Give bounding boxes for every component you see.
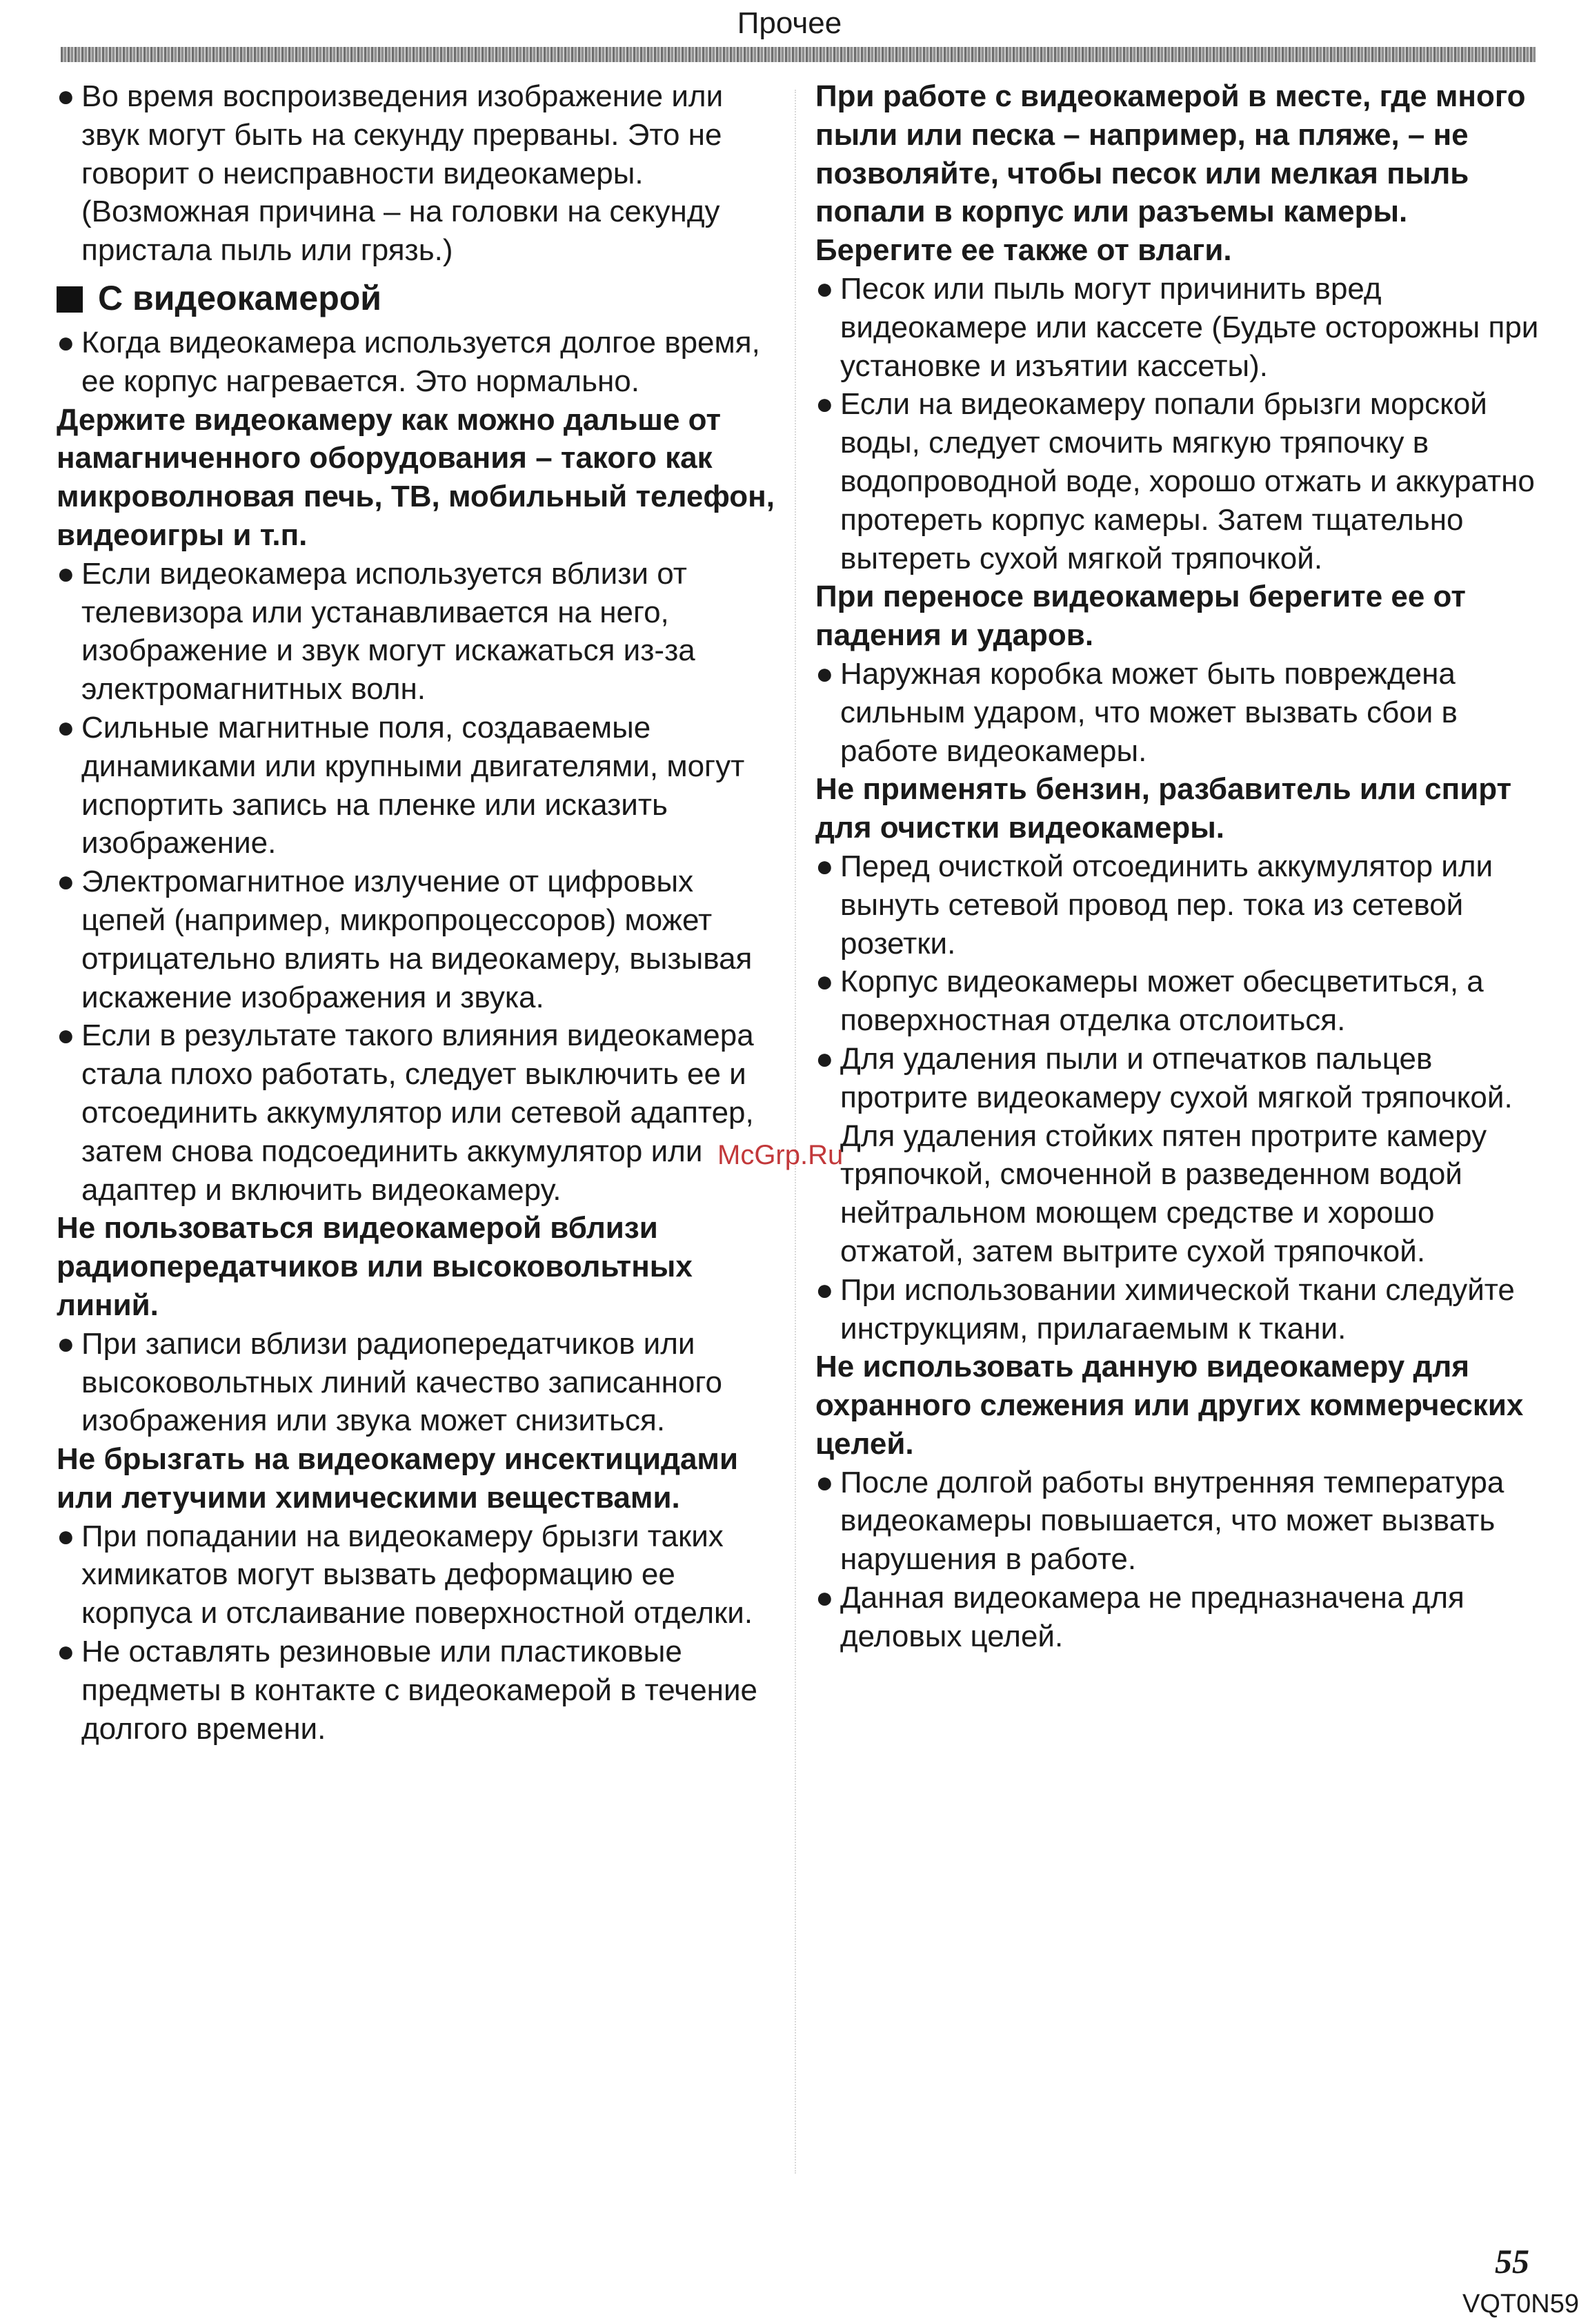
section-heading-text: С видеокамерой bbox=[98, 278, 382, 317]
bullet-icon: ● bbox=[815, 965, 834, 999]
bullet-item bbox=[815, 270, 1545, 385]
bullet-text: Для удаления пыли и отпечатков пальцев протрите видеокамеру сухой мягкой тряпочкой. Для удаления стойких пятен протрите камеру тряпочкой, смоченной в разведенном водой нейтральном моющем средстве и хорошо отжатой, затем вытрите сухой тряпочкой. bbox=[840, 1041, 1513, 1268]
bullet-item bbox=[815, 1271, 1545, 1348]
right-column bbox=[815, 77, 1545, 1656]
bullet-item bbox=[57, 709, 781, 863]
bullet-text: При попадании на видеокамеру брызги таких химикатов могут вызвать деформацию ее корпуса и отслаивание поверхностной отделки. bbox=[81, 1519, 753, 1631]
bullet-text: Если видеокамера используется вблизи от телевизора или устанавливается на него, изображение и звук могут искажаться из-за электромагнитных волн. bbox=[81, 556, 695, 707]
bullet-text: Данная видеокамера не предназначена для деловых целей. bbox=[840, 1581, 1464, 1653]
bullet-text: Наружная коробка может быть повреждена сильным ударом, что может вызвать сбои в работе видеокамеры. bbox=[840, 656, 1458, 768]
bullet-text: Если в результате такого влияния видеокамера стала плохо работать, следует выключить ее и отсоединить аккумулятор или сетевой адаптер, затем снова подсоединить аккумулятор или адаптер и включить видеокамеру. bbox=[81, 1018, 754, 1207]
bullet-item bbox=[57, 1325, 781, 1440]
bullet-text: Песок или пыль могут причинить вред видеокамере или кассете (Будьте осторожны при установке и изъятии кассеты). bbox=[840, 271, 1539, 383]
column-divider bbox=[795, 90, 796, 2174]
bullet-text: Корпус видеокамеры может обесцветиться, а поверхностная отделка отслоиться. bbox=[840, 965, 1484, 1038]
bullet-item bbox=[815, 385, 1545, 578]
left-column bbox=[57, 77, 781, 1748]
bullet-icon: ● bbox=[815, 1465, 834, 1499]
bullet-icon: ● bbox=[57, 1519, 75, 1553]
bullet-icon: ● bbox=[57, 865, 75, 899]
bullet-item bbox=[815, 1579, 1545, 1656]
page-header-title: Прочее bbox=[737, 6, 842, 40]
bullet-item bbox=[57, 324, 781, 401]
bullet-icon: ● bbox=[57, 556, 75, 591]
bullet-icon: ● bbox=[57, 1635, 75, 1669]
watermark: McGrp.Ru bbox=[717, 1140, 844, 1170]
bullet-item bbox=[57, 1633, 781, 1748]
bullet-icon: ● bbox=[815, 656, 834, 691]
bullet-icon: ● bbox=[815, 849, 834, 883]
bullet-icon: ● bbox=[815, 271, 834, 306]
bold-heading: Не применять бензин, разбавитель или спирт для очистки видеокамеры. bbox=[815, 772, 1512, 845]
bullet-text: Если на видеокамеру попали брызги морской воды, следует смочить мягкую тряпочку в водопроводной воде, хорошо отжать и аккуратно протереть корпус камеры. Затем тщательно вытереть сухой мягкой тряпочкой. bbox=[840, 387, 1535, 575]
bullet-text: При записи вблизи радиопередатчиков или высоковольтных линий качество записанного изображения или звука может снизиться. bbox=[81, 1326, 722, 1438]
bullet-text: При использовании химической ткани следуйте инструкциям, прилагаемым к ткани. bbox=[840, 1272, 1515, 1346]
bullet-icon: ● bbox=[57, 710, 75, 745]
document-code: VQT0N59 bbox=[1462, 2289, 1579, 2318]
bullet-item bbox=[57, 1517, 781, 1633]
bullet-text: Не оставлять резиновые или пластиковые предметы в контакте с видеокамерой в течение долгого времени. bbox=[81, 1635, 758, 1746]
bullet-text: Во время воспроизведения изображение или звук могут быть на секунду прерваны. Это не говорит о неисправности видеокамеры. (Возможная причина – на головки на секунду пристала пыль или грязь.) bbox=[81, 79, 724, 268]
bullet-icon: ● bbox=[815, 387, 834, 422]
bullet-text: Электромагнитное излучение от цифровых цепей (например, микропроцессоров) может отрицательно влиять на видеокамеру, вызывая искажение изображения и звука. bbox=[81, 865, 753, 1014]
bullet-item bbox=[57, 77, 781, 270]
bold-heading: При переносе видеокамеры берегите ее от падения и ударов. bbox=[815, 580, 1466, 653]
bold-heading: Не брызгать на видеокамеру инсектицидами или летучими химическими веществами. bbox=[57, 1442, 739, 1515]
bold-heading: Не использовать данную видеокамеру для охранного слежения или других коммерческих целей. bbox=[815, 1350, 1524, 1461]
square-icon bbox=[57, 286, 83, 313]
bullet-item bbox=[815, 1464, 1545, 1579]
bullet-item bbox=[815, 1040, 1545, 1271]
bold-heading: При работе с видеокамерой в месте, где много пыли или песка – например, на пляже, – не позволяйте, чтобы песок или мелкая пыль попали в корпус или разъемы камеры. Берегите ее также от влаги. bbox=[815, 79, 1526, 268]
bullet-icon: ● bbox=[815, 1581, 834, 1615]
bullet-text: Сильные магнитные поля, создаваемые динамиками или крупными двигателями, могут испортить запись на пленке или исказить изображение. bbox=[81, 710, 745, 860]
bullet-icon: ● bbox=[815, 1272, 834, 1307]
bold-heading: Держите видеокамеру как можно дальше от намагниченного оборудования – такого как микроволновая печь, ТВ, мобильный телефон, видеоигры и т.п. bbox=[57, 402, 775, 552]
bullet-text: Когда видеокамера используется долгое время, ее корпус нагревается. Это нормально. bbox=[81, 325, 760, 398]
bullet-icon: ● bbox=[57, 1326, 75, 1361]
bullet-text: После долгой работы внутренняя температура видеокамеры повышается, что может вызвать нарушения в работе. bbox=[840, 1465, 1504, 1577]
bullet-item bbox=[57, 1016, 781, 1209]
section-heading bbox=[57, 274, 781, 322]
bullet-text: Перед очисткой отсоединить аккумулятор или вынуть сетевой провод пер. тока из сетевой розетки. bbox=[840, 849, 1493, 961]
bullet-icon: ● bbox=[57, 1018, 75, 1053]
bullet-icon: ● bbox=[57, 79, 75, 113]
page-number: 55 bbox=[1495, 2242, 1529, 2281]
bullet-item bbox=[815, 655, 1545, 770]
bullet-icon: ● bbox=[57, 325, 75, 360]
bullet-icon: ● bbox=[815, 1041, 834, 1076]
bold-heading: Не пользоваться видеокамерой вблизи радиопередатчиков или высоковольтных линий. bbox=[57, 1211, 693, 1322]
bullet-item bbox=[57, 555, 781, 709]
bullet-item bbox=[57, 863, 781, 1016]
bullet-item bbox=[815, 963, 1545, 1040]
bullet-item bbox=[815, 847, 1545, 963]
header-rule bbox=[61, 47, 1536, 62]
